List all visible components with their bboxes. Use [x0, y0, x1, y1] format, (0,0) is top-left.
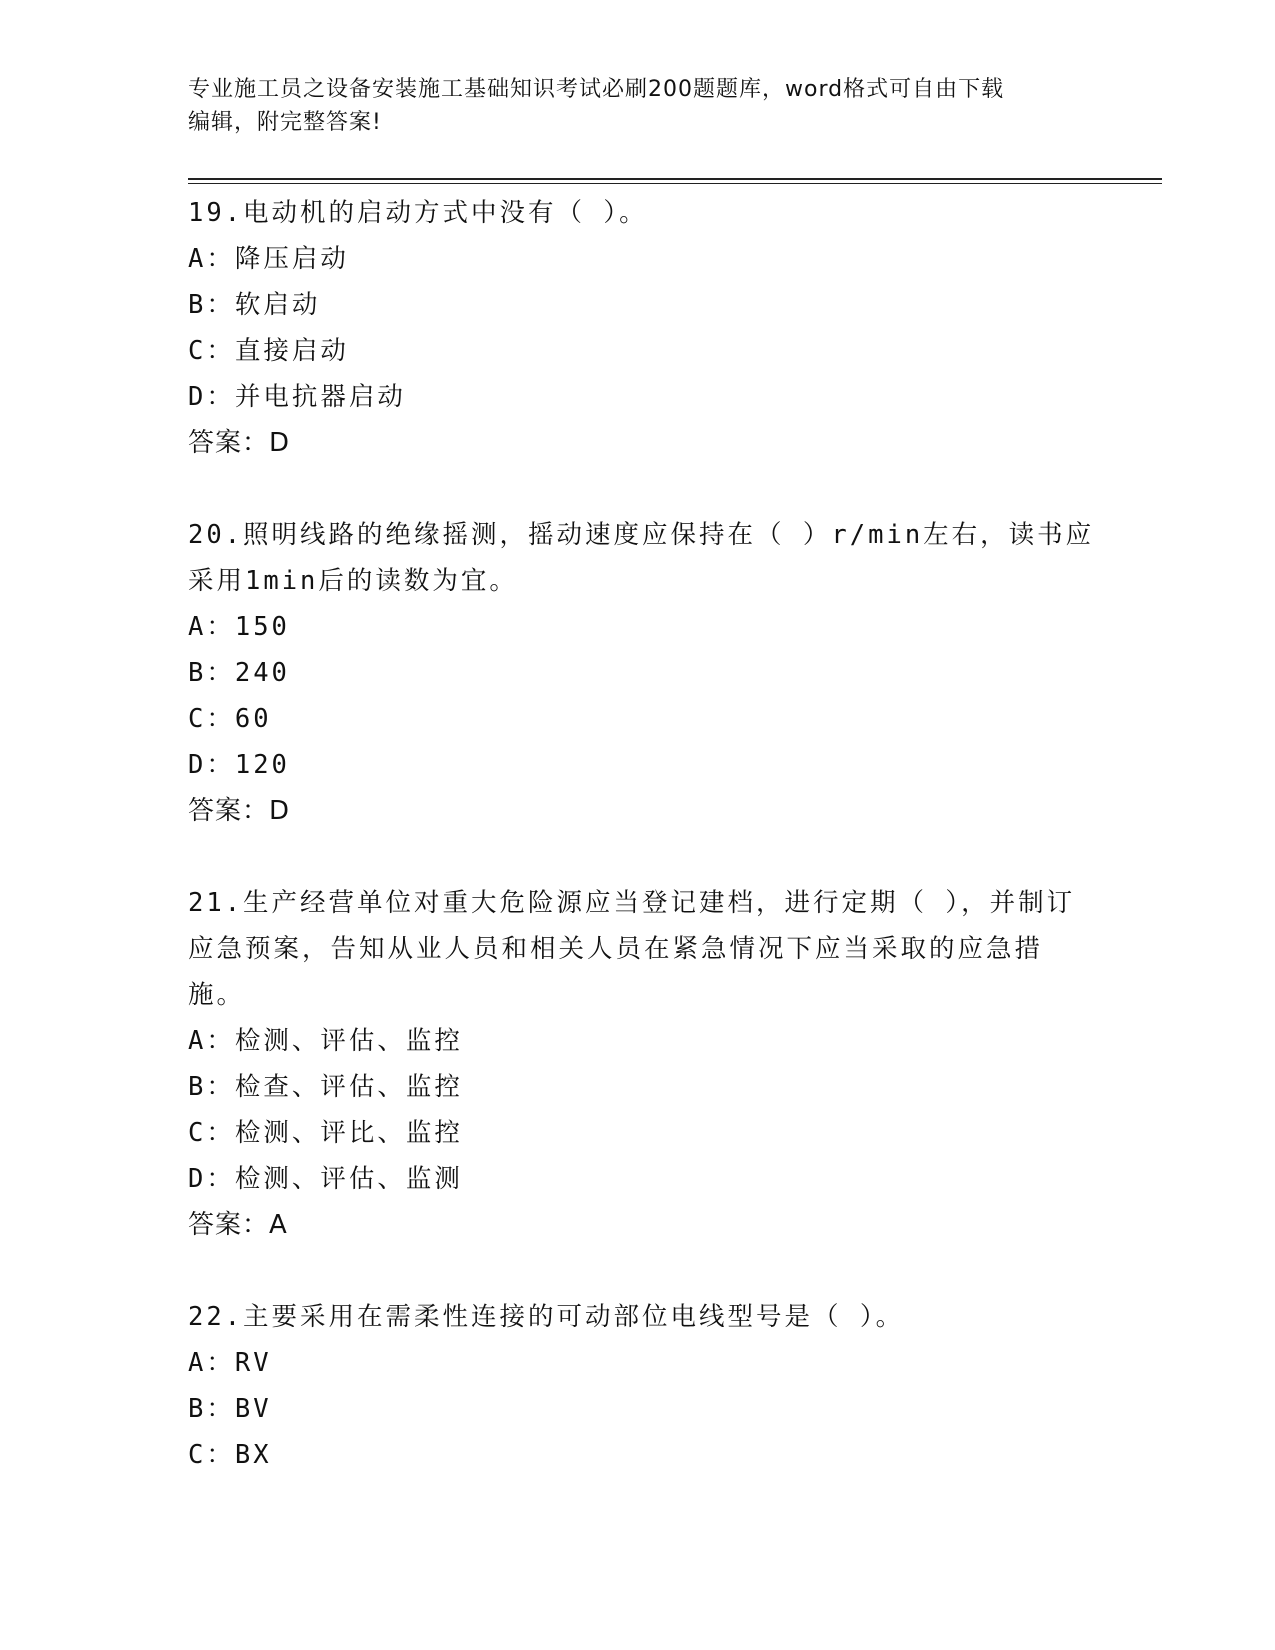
question-20 — [188, 512, 1098, 834]
option-b: B：检查、评估、监控 — [188, 1072, 463, 1102]
option-c: C：检测、评比、监控 — [188, 1118, 463, 1148]
question-text: 22.主要采用在需柔性连接的可动部位电线型号是（ ）。 — [188, 1302, 905, 1332]
option-c: C：直接启动 — [188, 336, 349, 366]
header-divider-thick — [188, 178, 1162, 180]
answer-text: 答案：A — [188, 1210, 288, 1240]
option-c: C：BX — [188, 1440, 272, 1470]
document-header — [188, 73, 1088, 139]
option-d: D：检测、评估、监测 — [188, 1164, 463, 1194]
question-text: 20.照明线路的绝缘摇测，摇动速度应保持在（ ）r/min左右，读书应采用1min后的读数为宜。 — [188, 520, 1095, 596]
answer-text: 答案：D — [188, 428, 291, 458]
question-21 — [188, 880, 1098, 1248]
option-d: D：并电抗器启动 — [188, 382, 406, 412]
header-line-1: 专业施工员之设备安装施工基础知识考试必刷200题题库，word格式可自由下载 — [188, 77, 1005, 102]
option-a: A：150 — [188, 612, 290, 642]
question-text: 21.生产经营单位对重大危险源应当登记建档，进行定期（ ），并制订应急预案，告知从业人员和相关人员在紧急情况下应当采取的应急措施。 — [188, 888, 1076, 1010]
question-19 — [188, 190, 1098, 466]
option-a: A：降压启动 — [188, 244, 349, 274]
question-text: 19.电动机的启动方式中没有（ ）。 — [188, 198, 648, 228]
header-line-2: 编辑，附完整答案! — [188, 110, 382, 135]
option-b: B：软启动 — [188, 290, 321, 320]
question-22 — [188, 1294, 1098, 1478]
header-divider-thin — [188, 183, 1162, 184]
option-a: A：RV — [188, 1348, 272, 1378]
option-d: D：120 — [188, 750, 290, 780]
option-a: A：检测、评估、监控 — [188, 1026, 463, 1056]
option-c: C：60 — [188, 704, 272, 734]
question-list — [188, 190, 1098, 1524]
option-b: B：240 — [188, 658, 290, 688]
answer-text: 答案：D — [188, 796, 291, 826]
option-b: B：BV — [188, 1394, 272, 1424]
